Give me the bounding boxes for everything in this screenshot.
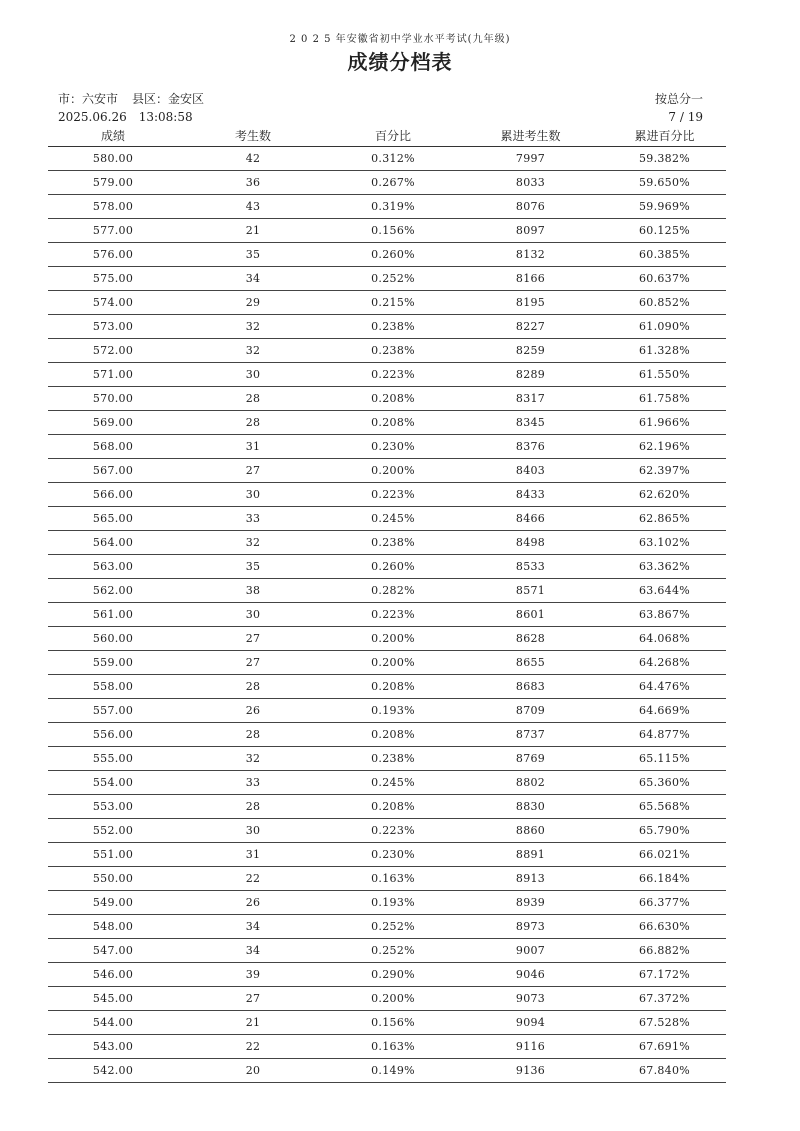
score-cell: 551.00 xyxy=(48,843,178,867)
exam-title: 2 0 2 5 年安徽省初中学业水平考试(九年级) xyxy=(289,34,511,45)
count-cell: 28 xyxy=(178,411,328,435)
score-cell: 578.00 xyxy=(48,195,178,219)
table-row xyxy=(48,939,726,963)
cumulative-percent-cell: 65.115% xyxy=(603,747,726,771)
count-cell: 27 xyxy=(178,987,328,1011)
count-cell: 31 xyxy=(178,435,328,459)
score-cell: 565.00 xyxy=(48,507,178,531)
table-row xyxy=(48,387,726,411)
cumulative-count-cell: 8737 xyxy=(458,723,603,747)
percent-cell: 0.245% xyxy=(328,507,458,531)
score-cell: 549.00 xyxy=(48,891,178,915)
score-cell: 577.00 xyxy=(48,219,178,243)
score-cell: 571.00 xyxy=(48,363,178,387)
cumulative-count-cell: 8317 xyxy=(458,387,603,411)
count-cell: 42 xyxy=(178,147,328,171)
table-row xyxy=(48,267,726,291)
table-row xyxy=(48,507,726,531)
count-cell: 34 xyxy=(178,939,328,963)
table-row xyxy=(48,867,726,891)
table-body xyxy=(48,147,726,1083)
cumulative-percent-cell: 60.637% xyxy=(603,267,726,291)
table-row xyxy=(48,987,726,1011)
cumulative-count-cell: 8259 xyxy=(458,339,603,363)
page-indicator: 7 / 19 xyxy=(668,110,703,124)
percent-cell: 0.163% xyxy=(328,867,458,891)
count-cell: 35 xyxy=(178,243,328,267)
report-meta-right xyxy=(655,90,703,126)
table-row xyxy=(48,891,726,915)
percent-cell: 0.208% xyxy=(328,675,458,699)
table-row xyxy=(48,555,726,579)
score-cell: 561.00 xyxy=(48,603,178,627)
table-header-row xyxy=(48,125,726,147)
score-cell: 570.00 xyxy=(48,387,178,411)
percent-cell: 0.312% xyxy=(328,147,458,171)
table-row xyxy=(48,795,726,819)
cumulative-percent-cell: 66.882% xyxy=(603,939,726,963)
count-cell: 22 xyxy=(178,867,328,891)
cumulative-percent-cell: 64.877% xyxy=(603,723,726,747)
percent-cell: 0.252% xyxy=(328,915,458,939)
score-cell: 567.00 xyxy=(48,459,178,483)
count-cell: 21 xyxy=(178,219,328,243)
cumulative-count-cell: 8891 xyxy=(458,843,603,867)
percent-cell: 0.200% xyxy=(328,459,458,483)
count-cell: 30 xyxy=(178,483,328,507)
cumulative-count-cell: 9094 xyxy=(458,1011,603,1035)
cumulative-count-cell: 9136 xyxy=(458,1059,603,1083)
count-cell: 27 xyxy=(178,459,328,483)
cumulative-percent-cell: 61.090% xyxy=(603,315,726,339)
cumulative-count-cell: 8033 xyxy=(458,171,603,195)
cumulative-count-cell: 9007 xyxy=(458,939,603,963)
cumulative-percent-cell: 62.397% xyxy=(603,459,726,483)
cumulative-count-cell: 8195 xyxy=(458,291,603,315)
percent-cell: 0.193% xyxy=(328,891,458,915)
count-cell: 32 xyxy=(178,531,328,555)
score-cell: 552.00 xyxy=(48,819,178,843)
count-cell: 31 xyxy=(178,843,328,867)
cumulative-percent-cell: 61.550% xyxy=(603,363,726,387)
table-row xyxy=(48,1059,726,1083)
score-cell: 544.00 xyxy=(48,1011,178,1035)
count-cell: 27 xyxy=(178,651,328,675)
column-header-percent: 百分比 xyxy=(328,125,458,147)
count-cell: 33 xyxy=(178,771,328,795)
percent-cell: 0.208% xyxy=(328,387,458,411)
cumulative-percent-cell: 64.476% xyxy=(603,675,726,699)
cumulative-percent-cell: 62.196% xyxy=(603,435,726,459)
percent-cell: 0.252% xyxy=(328,267,458,291)
score-cell: 556.00 xyxy=(48,723,178,747)
score-cell: 573.00 xyxy=(48,315,178,339)
table-row xyxy=(48,651,726,675)
cumulative-count-cell: 7997 xyxy=(458,147,603,171)
table-row xyxy=(48,315,726,339)
count-cell: 36 xyxy=(178,171,328,195)
cumulative-count-cell: 8655 xyxy=(458,651,603,675)
cumulative-percent-cell: 61.328% xyxy=(603,339,726,363)
table-row xyxy=(48,627,726,651)
percent-cell: 0.215% xyxy=(328,291,458,315)
percent-cell: 0.208% xyxy=(328,723,458,747)
percent-cell: 0.238% xyxy=(328,747,458,771)
count-cell: 20 xyxy=(178,1059,328,1083)
count-cell: 28 xyxy=(178,387,328,411)
table-row xyxy=(48,411,726,435)
table-row xyxy=(48,915,726,939)
report-meta-left xyxy=(58,90,218,126)
count-cell: 26 xyxy=(178,699,328,723)
table-row xyxy=(48,219,726,243)
cumulative-count-cell: 8345 xyxy=(458,411,603,435)
percent-cell: 0.238% xyxy=(328,315,458,339)
percent-cell: 0.200% xyxy=(328,987,458,1011)
cumulative-percent-cell: 67.691% xyxy=(603,1035,726,1059)
percent-cell: 0.223% xyxy=(328,819,458,843)
table-row xyxy=(48,339,726,363)
score-cell: 566.00 xyxy=(48,483,178,507)
cumulative-percent-cell: 63.867% xyxy=(603,603,726,627)
count-cell: 35 xyxy=(178,555,328,579)
column-header-cumulative-count: 累进考生数 xyxy=(458,125,603,147)
column-header-count: 考生数 xyxy=(178,125,328,147)
table-row xyxy=(48,675,726,699)
cumulative-count-cell: 8376 xyxy=(458,435,603,459)
percent-cell: 0.156% xyxy=(328,219,458,243)
cumulative-percent-cell: 60.385% xyxy=(603,243,726,267)
cumulative-count-cell: 9073 xyxy=(458,987,603,1011)
percent-cell: 0.245% xyxy=(328,771,458,795)
score-cell: 562.00 xyxy=(48,579,178,603)
cumulative-count-cell: 8498 xyxy=(458,531,603,555)
table-row xyxy=(48,363,726,387)
table-row xyxy=(48,843,726,867)
cumulative-percent-cell: 61.758% xyxy=(603,387,726,411)
table-row xyxy=(48,747,726,771)
score-cell: 572.00 xyxy=(48,339,178,363)
score-cell: 558.00 xyxy=(48,675,178,699)
table-row xyxy=(48,291,726,315)
table-row xyxy=(48,819,726,843)
score-cell: 568.00 xyxy=(48,435,178,459)
table-row xyxy=(48,459,726,483)
cumulative-percent-cell: 65.568% xyxy=(603,795,726,819)
score-cell: 545.00 xyxy=(48,987,178,1011)
cumulative-count-cell: 8802 xyxy=(458,771,603,795)
column-header-score: 成绩 xyxy=(48,125,178,147)
table-row xyxy=(48,195,726,219)
cumulative-percent-cell: 63.644% xyxy=(603,579,726,603)
cumulative-percent-cell: 63.102% xyxy=(603,531,726,555)
cumulative-percent-cell: 60.852% xyxy=(603,291,726,315)
cumulative-count-cell: 8166 xyxy=(458,267,603,291)
cumulative-percent-cell: 67.172% xyxy=(603,963,726,987)
count-cell: 26 xyxy=(178,891,328,915)
table-row xyxy=(48,243,726,267)
score-cell: 559.00 xyxy=(48,651,178,675)
sort-mode-label: 按总分一 xyxy=(654,92,703,106)
page-title: 成绩分档表 xyxy=(347,50,453,74)
cumulative-percent-cell: 66.184% xyxy=(603,867,726,891)
cumulative-percent-cell: 66.630% xyxy=(603,915,726,939)
table-row xyxy=(48,1011,726,1035)
cumulative-count-cell: 8830 xyxy=(458,795,603,819)
cumulative-percent-cell: 63.362% xyxy=(603,555,726,579)
count-cell: 28 xyxy=(178,723,328,747)
percent-cell: 0.200% xyxy=(328,627,458,651)
cumulative-percent-cell: 64.268% xyxy=(603,651,726,675)
percent-cell: 0.149% xyxy=(328,1059,458,1083)
score-cell: 574.00 xyxy=(48,291,178,315)
percent-cell: 0.267% xyxy=(328,171,458,195)
cumulative-percent-cell: 66.021% xyxy=(603,843,726,867)
percent-cell: 0.260% xyxy=(328,243,458,267)
percent-cell: 0.319% xyxy=(328,195,458,219)
city-label: 市：六安市 xyxy=(58,92,119,106)
county-label: 县区：金安区 xyxy=(132,92,205,106)
table-row xyxy=(48,771,726,795)
cumulative-count-cell: 9116 xyxy=(458,1035,603,1059)
cumulative-count-cell: 8709 xyxy=(458,699,603,723)
score-cell: 548.00 xyxy=(48,915,178,939)
table-row xyxy=(48,435,726,459)
cumulative-count-cell: 8097 xyxy=(458,219,603,243)
cumulative-percent-cell: 62.865% xyxy=(603,507,726,531)
count-cell: 43 xyxy=(178,195,328,219)
cumulative-percent-cell: 64.068% xyxy=(603,627,726,651)
column-header-cumulative-percent: 累进百分比 xyxy=(603,125,726,147)
cumulative-percent-cell: 67.528% xyxy=(603,1011,726,1035)
cumulative-count-cell: 8973 xyxy=(458,915,603,939)
percent-cell: 0.230% xyxy=(328,843,458,867)
table-row xyxy=(48,1035,726,1059)
percent-cell: 0.260% xyxy=(328,555,458,579)
score-cell: 563.00 xyxy=(48,555,178,579)
score-cell: 564.00 xyxy=(48,531,178,555)
cumulative-count-cell: 8289 xyxy=(458,363,603,387)
percent-cell: 0.223% xyxy=(328,363,458,387)
count-cell: 32 xyxy=(178,315,328,339)
table-row xyxy=(48,531,726,555)
count-cell: 30 xyxy=(178,363,328,387)
score-cell: 569.00 xyxy=(48,411,178,435)
percent-cell: 0.238% xyxy=(328,339,458,363)
score-distribution-table xyxy=(48,125,726,1083)
cumulative-percent-cell: 59.969% xyxy=(603,195,726,219)
cumulative-count-cell: 8571 xyxy=(458,579,603,603)
table-row xyxy=(48,699,726,723)
percent-cell: 0.200% xyxy=(328,651,458,675)
count-cell: 28 xyxy=(178,675,328,699)
cumulative-count-cell: 8466 xyxy=(458,507,603,531)
score-cell: 547.00 xyxy=(48,939,178,963)
table-row xyxy=(48,723,726,747)
score-cell: 554.00 xyxy=(48,771,178,795)
score-cell: 550.00 xyxy=(48,867,178,891)
score-cell: 542.00 xyxy=(48,1059,178,1083)
percent-cell: 0.230% xyxy=(328,435,458,459)
cumulative-count-cell: 9046 xyxy=(458,963,603,987)
score-cell: 576.00 xyxy=(48,243,178,267)
count-cell: 29 xyxy=(178,291,328,315)
score-cell: 543.00 xyxy=(48,1035,178,1059)
percent-cell: 0.238% xyxy=(328,531,458,555)
score-cell: 579.00 xyxy=(48,171,178,195)
cumulative-percent-cell: 64.669% xyxy=(603,699,726,723)
cumulative-percent-cell: 60.125% xyxy=(603,219,726,243)
percent-cell: 0.156% xyxy=(328,1011,458,1035)
cumulative-count-cell: 8769 xyxy=(458,747,603,771)
score-cell: 553.00 xyxy=(48,795,178,819)
table-row xyxy=(48,171,726,195)
table-row xyxy=(48,147,726,171)
percent-cell: 0.223% xyxy=(328,483,458,507)
location-line xyxy=(58,90,218,108)
report-datetime: 2025.06.26 13:08:58 xyxy=(58,110,193,124)
count-cell: 32 xyxy=(178,339,328,363)
percent-cell: 0.208% xyxy=(328,411,458,435)
cumulative-count-cell: 8533 xyxy=(458,555,603,579)
cumulative-count-cell: 8132 xyxy=(458,243,603,267)
cumulative-percent-cell: 65.790% xyxy=(603,819,726,843)
cumulative-count-cell: 8913 xyxy=(458,867,603,891)
count-cell: 32 xyxy=(178,747,328,771)
score-cell: 575.00 xyxy=(48,267,178,291)
score-cell: 555.00 xyxy=(48,747,178,771)
count-cell: 33 xyxy=(178,507,328,531)
percent-cell: 0.252% xyxy=(328,939,458,963)
cumulative-count-cell: 8403 xyxy=(458,459,603,483)
table-row xyxy=(48,483,726,507)
count-cell: 38 xyxy=(178,579,328,603)
cumulative-percent-cell: 67.372% xyxy=(603,987,726,1011)
score-cell: 557.00 xyxy=(48,699,178,723)
cumulative-count-cell: 8860 xyxy=(458,819,603,843)
cumulative-percent-cell: 65.360% xyxy=(603,771,726,795)
count-cell: 22 xyxy=(178,1035,328,1059)
percent-cell: 0.223% xyxy=(328,603,458,627)
cumulative-percent-cell: 67.840% xyxy=(603,1059,726,1083)
score-cell: 546.00 xyxy=(48,963,178,987)
cumulative-count-cell: 8939 xyxy=(458,891,603,915)
percent-cell: 0.208% xyxy=(328,795,458,819)
cumulative-count-cell: 8601 xyxy=(458,603,603,627)
cumulative-count-cell: 8076 xyxy=(458,195,603,219)
count-cell: 27 xyxy=(178,627,328,651)
count-cell: 21 xyxy=(178,1011,328,1035)
table-row xyxy=(48,963,726,987)
count-cell: 34 xyxy=(178,915,328,939)
count-cell: 28 xyxy=(178,795,328,819)
percent-cell: 0.282% xyxy=(328,579,458,603)
cumulative-count-cell: 8433 xyxy=(458,483,603,507)
cumulative-percent-cell: 61.966% xyxy=(603,411,726,435)
count-cell: 39 xyxy=(178,963,328,987)
cumulative-percent-cell: 59.382% xyxy=(603,147,726,171)
cumulative-count-cell: 8683 xyxy=(458,675,603,699)
percent-cell: 0.163% xyxy=(328,1035,458,1059)
table-row xyxy=(48,603,726,627)
percent-cell: 0.290% xyxy=(328,963,458,987)
cumulative-percent-cell: 59.650% xyxy=(603,171,726,195)
table-row xyxy=(48,579,726,603)
count-cell: 30 xyxy=(178,819,328,843)
cumulative-count-cell: 8227 xyxy=(458,315,603,339)
score-cell: 560.00 xyxy=(48,627,178,651)
cumulative-percent-cell: 66.377% xyxy=(603,891,726,915)
count-cell: 34 xyxy=(178,267,328,291)
cumulative-count-cell: 8628 xyxy=(458,627,603,651)
count-cell: 30 xyxy=(178,603,328,627)
cumulative-percent-cell: 62.620% xyxy=(603,483,726,507)
percent-cell: 0.193% xyxy=(328,699,458,723)
score-cell: 580.00 xyxy=(48,147,178,171)
